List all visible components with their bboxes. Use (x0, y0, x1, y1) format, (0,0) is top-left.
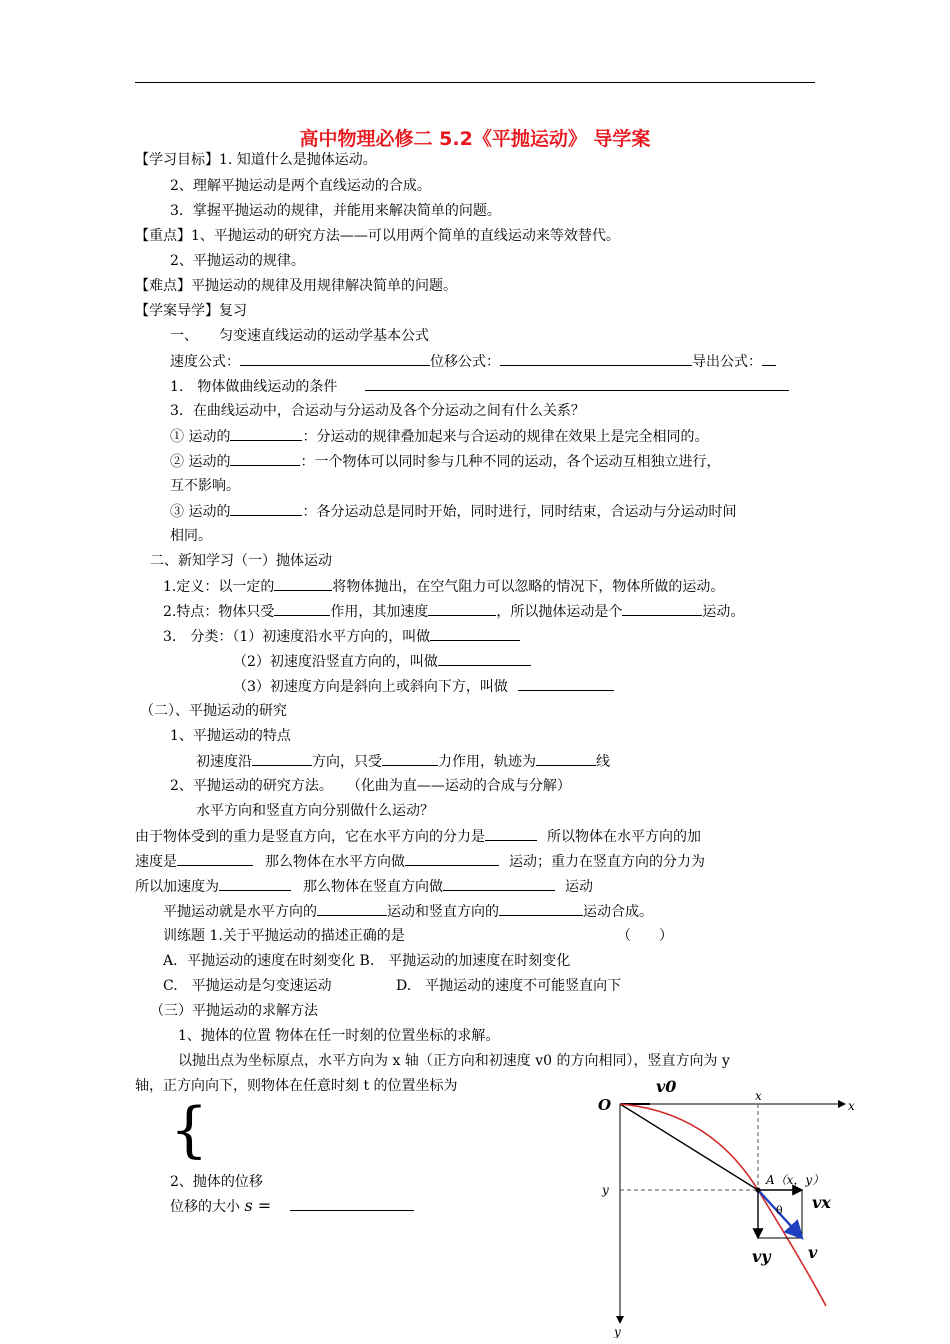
classification-3 (233, 676, 614, 697)
blank[interactable] (365, 376, 789, 391)
new-learning-heading: 二、新知学习（一）抛体运动 (150, 553, 332, 569)
exercise-1: 训练题 1.关于平抛运动的描述正确的是 (163, 928, 405, 944)
displacement-size (170, 1196, 414, 1217)
option-d[interactable]: D. 平抛运动的速度不可能竖直向下 (396, 978, 622, 994)
theta-label: θ (776, 1204, 783, 1217)
question-text: 作用，其加速度 (330, 604, 429, 620)
question-text: 1. 物体做曲线运动的条件 (170, 379, 338, 395)
point-a-label: A（x，y） (766, 1173, 825, 1187)
question-text: ：各分运动总是同时开始，同时进行，同时结束，合运动与分运动时间 (302, 504, 737, 520)
method-question: 水平方向和竖直方向分别做什么运动？ (196, 803, 434, 819)
blank[interactable] (622, 601, 702, 616)
question-text: 运动；重力在竖直方向的分力为 (509, 854, 705, 870)
vx-label: vx (812, 1193, 831, 1212)
para-line-2 (135, 851, 705, 872)
question-text: 那么物体在水平方向做 (265, 854, 405, 870)
position-text-2: 轴，正方向向下，则物体在任意时刻 t 的位置坐标为 (135, 1078, 458, 1094)
blank[interactable] (500, 351, 692, 366)
y-axis-label: y (614, 1325, 621, 1338)
position-text-1: 以抛出点为坐标原点，水平方向为 x 轴（正方向和初速度 v0 的方向相同），竖直方向为 y (178, 1053, 730, 1069)
para-line-4 (163, 901, 653, 922)
blank[interactable] (230, 451, 300, 466)
question-text: 位移的大小 (170, 1199, 240, 1215)
definition (163, 576, 724, 597)
blank[interactable] (762, 351, 776, 366)
s-symbol: s = (244, 1196, 272, 1215)
velocity-formula-label: 速度公式： (170, 354, 240, 370)
question-text: ：分运动的规律叠加起来与合运动的规律在效果上是完全相同的。 (302, 429, 709, 445)
x-axis-label: x (848, 1099, 855, 1113)
blank[interactable] (177, 851, 253, 866)
question-text: 速度是 (135, 854, 177, 870)
question-text: 运动和竖直方向的 (387, 904, 499, 920)
question-text: 方向，只受 (312, 754, 382, 770)
blank[interactable] (274, 576, 332, 591)
question-text: 运动 (565, 879, 593, 895)
answer-bracket[interactable]: （ ） (617, 928, 673, 944)
derived-formula-label: 导出公式： (692, 354, 762, 370)
objective-1: 【学习目标】1. 知道什么是抛体运动。 (135, 152, 377, 168)
header-rule (135, 82, 815, 83)
blank[interactable] (518, 676, 614, 691)
option-c[interactable]: C. 平抛运动是匀变速运动 (163, 978, 332, 994)
features (163, 601, 744, 622)
question-text: 将物体抛出，在空气阻力可以忽略的情况下，物体所做的运动。 (332, 579, 725, 595)
blank[interactable] (240, 351, 430, 366)
question-text: 运动合成。 (583, 904, 653, 920)
blank[interactable] (428, 601, 496, 616)
y-mark-label: y (602, 1183, 609, 1197)
para-line-1 (135, 826, 701, 847)
question-3: 3．在曲线运动中，合运动与分运动及各个分运动之间有什么关系？ (170, 403, 585, 419)
question-text: 初速度沿 (196, 754, 252, 770)
relation-3 (170, 501, 736, 522)
blank[interactable] (382, 751, 438, 766)
formula-line (170, 351, 776, 372)
blank[interactable] (219, 876, 291, 891)
blank[interactable] (430, 626, 520, 641)
question-text: 2.特点：物体只受 (163, 604, 275, 620)
question-text: 由于物体受到的重力是竖直方向，它在水平方向的分力是 (135, 829, 485, 845)
blank[interactable] (485, 826, 537, 841)
question-text: （2）初速度沿竖直方向的，叫做 (233, 654, 438, 670)
question-text: 1.定义：以一定的 (163, 579, 275, 595)
question-text: 力作用，轨迹为 (438, 754, 536, 770)
point-a (756, 1188, 761, 1193)
blank[interactable] (438, 651, 531, 666)
blank[interactable] (290, 1196, 414, 1211)
equation-brace: { (170, 1095, 209, 1165)
blank[interactable] (252, 751, 312, 766)
question-text: （3）初速度方向是斜向上或斜向下方，叫做 (233, 679, 508, 695)
relation-1 (170, 426, 708, 447)
blank[interactable] (230, 501, 302, 516)
question-text: 平抛运动就是水平方向的 (163, 904, 317, 920)
research-heading: （二）、平抛运动的研究 (140, 703, 287, 719)
review-heading: 【学案导学】复习 (135, 303, 247, 319)
method-3-heading: （三）平抛运动的求解方法 (150, 1003, 318, 1019)
trajectory-figure (590, 1068, 870, 1338)
blank[interactable] (443, 876, 555, 891)
key-point-2: 2、平抛运动的规律。 (170, 253, 305, 269)
origin-label: O (598, 1096, 612, 1114)
method-heading: 2、平抛运动的研究方法。 （化曲为直——运动的合成与分解） (170, 778, 571, 794)
key-point-1: 【重点】1、平抛运动的研究方法——可以用两个简单的直线运动来等效替代。 (135, 228, 620, 244)
displacement-heading: 2、抛体的位移 (170, 1174, 263, 1190)
question-text: 那么物体在竖直方向做 (303, 879, 443, 895)
question-text: ③ 运动的 (170, 504, 231, 520)
objective-2: 2、理解平抛运动是两个直线运动的合成。 (170, 178, 431, 194)
relation-2-cont: 互不影响。 (170, 478, 240, 494)
question-text: 3. 分类：（1）初速度沿水平方向的，叫做 (163, 629, 431, 645)
classification-2 (233, 651, 531, 672)
blank[interactable] (230, 426, 302, 441)
blank[interactable] (405, 851, 499, 866)
displacement-formula-label: 位移公式： (430, 354, 500, 370)
question-text: ，所以抛体运动是个 (496, 604, 623, 620)
question-text: 所以加速度为 (135, 879, 219, 895)
blank[interactable] (317, 901, 387, 916)
question-text: 线 (596, 754, 610, 770)
trajectory-curve (620, 1104, 826, 1306)
relation-3-cont: 相同。 (170, 528, 212, 544)
page-title: 高中物理必修二 5.2《平抛运动》 导学案 (299, 128, 651, 150)
relation-2 (170, 451, 720, 472)
option-a-b[interactable]: A．平抛运动的速度在时刻变化 B. 平抛运动的加速度在时刻变化 (163, 953, 571, 969)
x-mark-label: x (755, 1089, 762, 1103)
question-text: 运动。 (702, 604, 745, 620)
features-heading: 1、平抛运动的特点 (170, 728, 291, 744)
objective-3: 3．掌握平抛运动的规律，并能用来解决简单的问题。 (170, 203, 501, 219)
question-text: ：一个物体可以同时参与几种不同的运动，各个运动互相独立进行， (300, 454, 721, 470)
blank[interactable] (274, 601, 330, 616)
vy-label: vy (752, 1247, 771, 1266)
v-label: v (808, 1243, 818, 1262)
question-text: ① 运动的 (170, 429, 231, 445)
blank[interactable] (499, 901, 583, 916)
features-line (196, 751, 610, 772)
v0-label: v0 (656, 1077, 677, 1096)
para-line-3 (135, 876, 593, 897)
question-text: 所以物体在水平方向的加 (547, 829, 701, 845)
blank[interactable] (536, 751, 596, 766)
position-heading: 1、抛体的位置 物体在任一时刻的位置坐标的求解。 (178, 1028, 500, 1044)
classification-1 (163, 626, 520, 647)
question-text: ② 运动的 (170, 454, 231, 470)
difficulty: 【难点】平抛运动的规律及用规律解决简单的问题。 (135, 278, 457, 294)
displacement-line (620, 1104, 758, 1190)
section-formulas: 一、 匀变速直线运动的运动学基本公式 (170, 328, 429, 344)
curve-condition (170, 376, 789, 397)
